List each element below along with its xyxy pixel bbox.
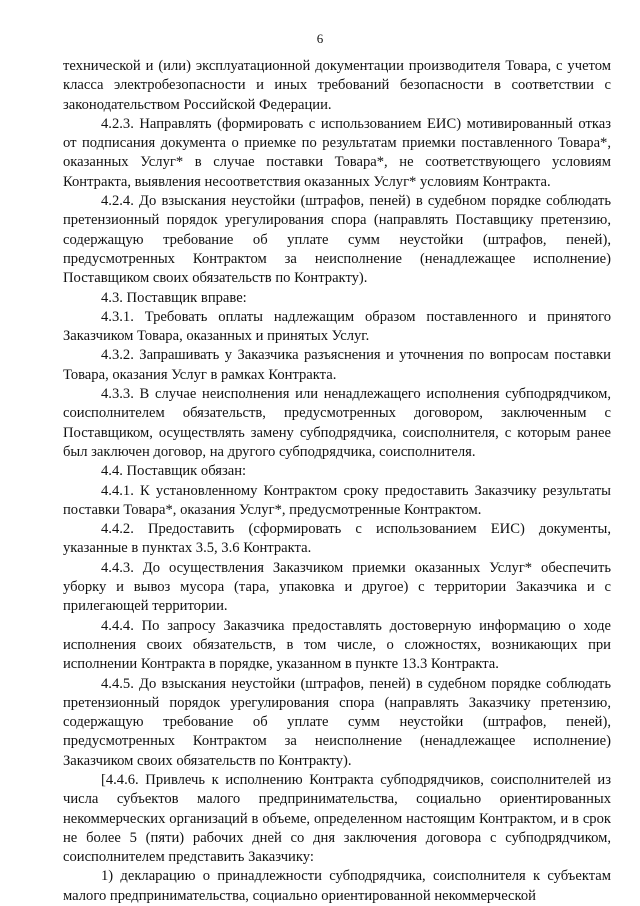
paragraph-4-3: 4.3. Поставщик вправе: bbox=[101, 289, 247, 306]
document-body bbox=[63, 57, 611, 906]
paragraph-4-2-3: 4.2.3. Направлять (формировать с использованием ЕИС) мотивированный отказ от подписания документа о приемке по результатам приемки поставленного Товара*, оказанных Услуг* в случае поставки Товара*, не соответствующего условиям Контракта, выявления несоответствия оказанных Услуг* условиям Контракта. bbox=[63, 115, 611, 190]
paragraph-4-3-2: 4.3.2. Запрашивать у Заказчика разъяснения и уточнения по вопросам поставки Товара, оказания Услуг в рамках Контракта. bbox=[63, 347, 611, 383]
paragraph-4-3-3: 4.3.3. В случае неисполнения или ненадлежащего исполнения субподрядчиком, соисполнителем обязательств, предусмотренных договором, заключенным с Поставщиком, осуществлять замену субподрядчика, соисполнителя, с которым ранее был заключен договор, на другого субподрядчика, соисполнителя. bbox=[63, 386, 611, 460]
paragraph-4-2-4: 4.2.4. До взыскания неустойки (штрафов, пеней) в судебном порядке соблюдать претензионный порядок урегулирования спора (направлять Поставщику претензию, содержащую требование об уплате сумм неустойки (штрафов, пеней), предусмотренных Контрактом за неисполнение (ненадлежащее исполнение) Поставщиком своих обязательств по Контракту). bbox=[63, 193, 611, 287]
paragraph-item-1: 1) декларацию о принадлежности субподрядчика, соисполнителя к субъектам малого предпринимательства, социально ориентированной некоммерческой bbox=[63, 868, 611, 904]
paragraph-4-4-4: 4.4.4. По запросу Заказчика предоставлять достоверную информацию о ходе исполнения своих обязательств, в том числе, о сложностях, возникающих при исполнении Контракта в порядке, указанном в пункте 13.3 Контракта. bbox=[63, 617, 611, 673]
paragraph-continuation: технической и (или) эксплуатационной документации производителя Товара, с учетом класса электробезопасности и иных требований безопасности в соответствии с законодательством Российской Федерации. bbox=[63, 58, 611, 113]
paragraph-4-4-2: 4.4.2. Предоставить (сформировать с использованием ЕИС) документы, указанные в пунктах 3.5, 3.6 Контракта. bbox=[63, 521, 611, 557]
paragraph-4-4-1: 4.4.1. К установленному Контрактом сроку предоставить Заказчику результаты поставки Товара*, оказания Услуг*, предусмотренные Контрактом. bbox=[63, 482, 611, 518]
paragraph-4-4-3: 4.4.3. До осуществления Заказчиком приемки оказанных Услуг* обеспечить уборку и вывоз мусора (тара, упаковка и другое) с территории Заказчика и с прилегающей территории. bbox=[63, 559, 611, 615]
paragraph-4-4: 4.4. Поставщик обязан: bbox=[101, 463, 247, 480]
paragraph-4-4-5: 4.4.5. До взыскания неустойки (штрафов, пеней) в судебном порядке соблюдать претензионный порядок урегулирования спора (направлять Заказчику претензию, содержащую требование об уплате сумм неустойки (штрафов, пеней), предусмотренных Контрактом за неисполнение (ненадлежащее исполнение) Заказчиком своих обязательств по Контракту). bbox=[63, 675, 611, 769]
paragraph-4-4-6: [4.4.6. Привлечь к исполнению Контракта субподрядчиков, соисполнителей из числа субъектов малого предпринимательства, социально ориентированных некоммерческих организаций в объеме, определенном настоящим Контрактом, и в срок не более 5 (пяти) рабочих дней со дня заключения договора с субподрядчиком, соисполнителем представить Заказчику: bbox=[63, 771, 611, 866]
paragraph-4-3-1: 4.3.1. Требовать оплаты надлежащим образом поставленного и принятого Заказчиком Товара, оказанных и принятых Услуг. bbox=[63, 308, 611, 345]
page-number: 6 bbox=[316, 31, 324, 46]
